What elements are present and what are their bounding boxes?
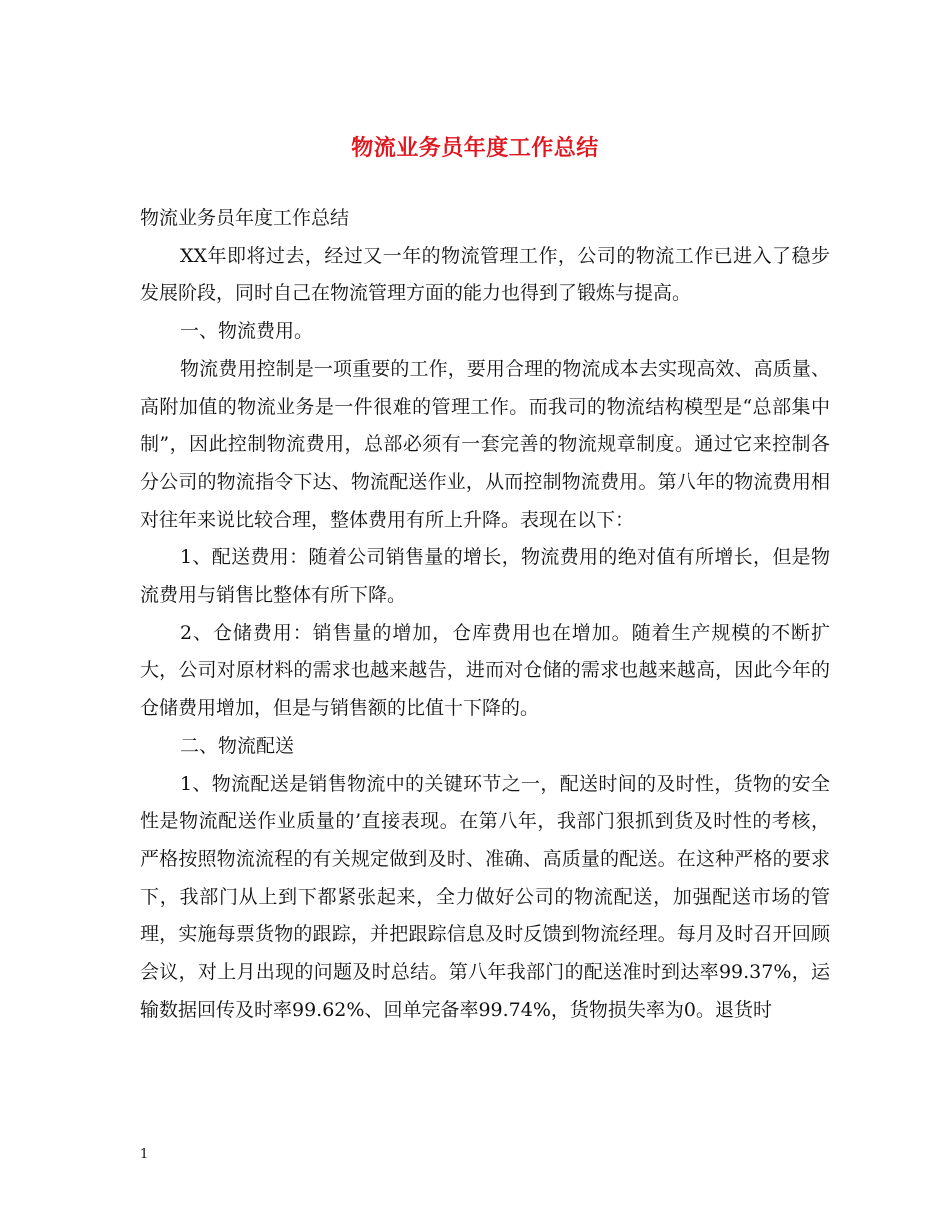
body-subtitle: 物流业务员年度工作总结 bbox=[140, 207, 350, 229]
storage-cost-paragraph: 2、仓储费用：销售量的增加，仓库费用也在增加。随着生产规模的不断扩大，公司对原材料的需求也越来越告，进而对仓储的需求也越来越高，因此今年的仓储费用增加，但是与销售额的比值十下降的。 bbox=[140, 621, 830, 720]
logistics-cost-paragraph: 物流费用控制是一项重要的工作，要用合理的物流成本去实现高效、高质量、高附加值的物流业务是一件很难的管理工作。而我司的物流结构模型是“总部集中制”，因此控制物流费用，总部必须有一套完善的物流规章制度。通过它来控制各分公司的物流指令下达、物流配送作业，从而控制物流费用。第八年的物流费用相对往年来说比较合理，整体费用有所上升降。表现在以下： bbox=[140, 357, 830, 531]
intro-paragraph: XX年即将过去，经过又一年的物流管理工作，公司的物流工作已进入了稳步发展阶段，同时自己在物流管理方面的能力也得到了锻炼与提高。 bbox=[140, 244, 830, 305]
page-number: 1 bbox=[140, 1147, 149, 1162]
section-heading-logistics-cost: 一、物流费用。 bbox=[180, 320, 314, 343]
document-title: 物流业务员年度工作总结 bbox=[351, 135, 599, 161]
logistics-delivery-paragraph: 1、物流配送是销售物流中的关键环节之一，配送时间的及时性，货物的安全性是物流配送作业质量的’直接表现。在第八年，我部门狠抓到货及时性的考核，严格按照物流流程的有关规定做到及时、准确、高质量的配送。在这种严格的要求下，我部门从上到下都紧张起来，全力做好公司的物流配送，加强配送市场的管理，实施每票货物的跟踪，并把跟踪信息及时反馈到物流经理。每月及时召开回顾会议，对上月出现的问题及时总结。第八年我部门的配送准时到达率99.37%，运输数据回传及时率99.62%、回单完备率99.74%，货物损失率为0。退货时 bbox=[140, 772, 830, 1021]
delivery-cost-paragraph: 1、配送费用：随着公司销售量的增长，物流费用的绝对值有所增长，但是物流费用与销售比整体有所下降。 bbox=[140, 546, 830, 607]
document-body bbox=[140, 200, 830, 1029]
section-heading-logistics-delivery: 二、物流配送 bbox=[180, 734, 295, 757]
